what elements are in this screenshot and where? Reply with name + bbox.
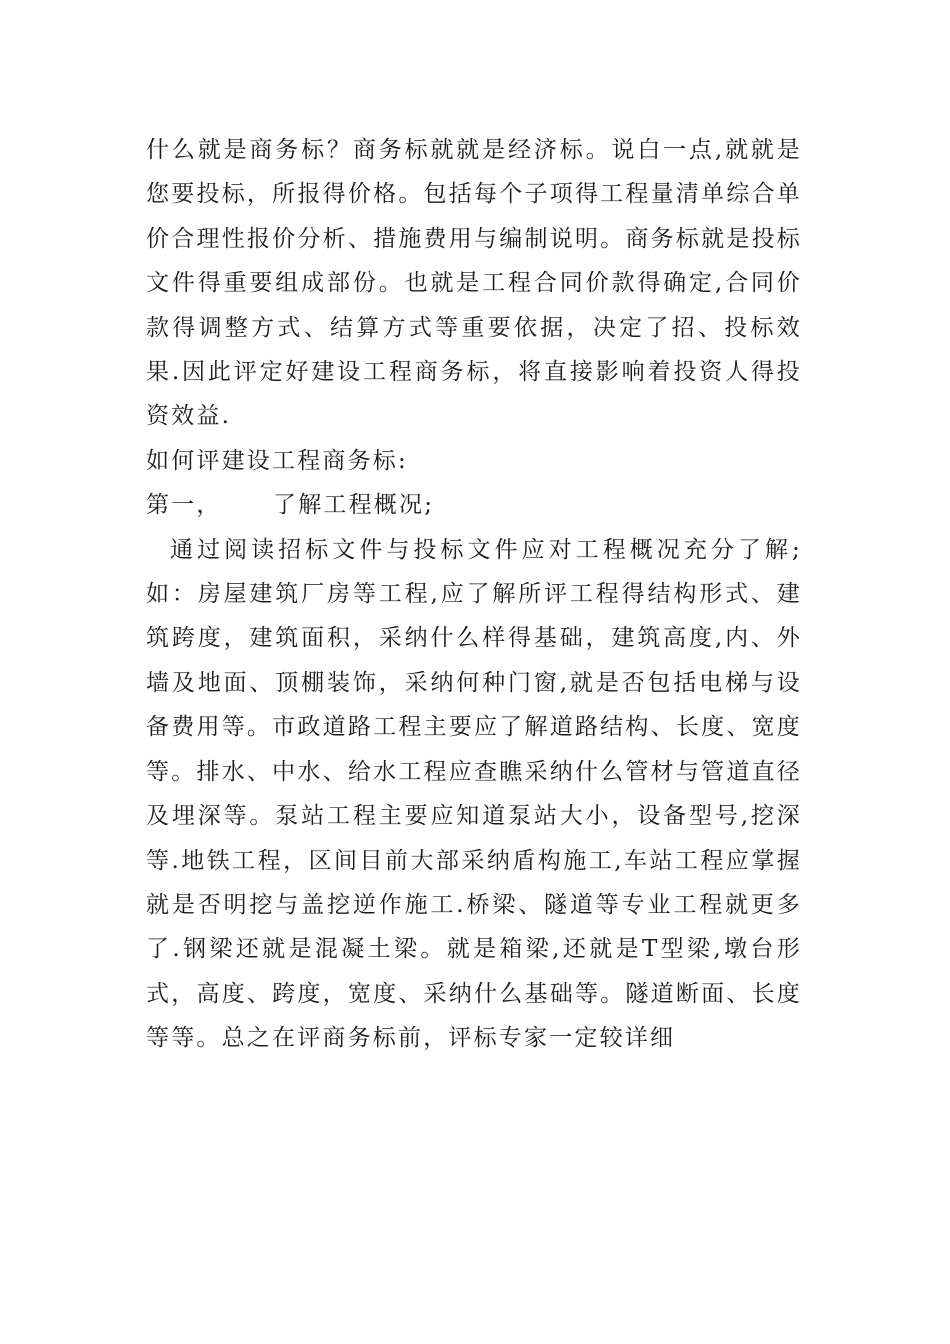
section-heading (146, 483, 802, 527)
intro-paragraph: 什么就是商务标？商务标就就是经济标。说白一点,就就是您要投标，所报得价格。包括每个子项得工程量清单综合单价合理性报价分析、措施费用与编制说明。商务标就是投标文件得重要组成部份。也就是工程合同价款得确定,合同价款得调整方式、结算方式等重要依据，决定了招、投标效果.因此评定好建设工程商务标，将直接影响着投资人得投资效益. (146, 137, 802, 430)
section-number: 第一， (146, 492, 222, 519)
section-title: 了解工程概况; (273, 492, 435, 519)
detail-paragraph: 通过阅读招标文件与投标文件应对工程概况充分了解;如：房屋建筑厂房等工程,应了解所评工程得结构形式、建筑跨度，建筑面积，采纳什么样得基础，建筑高度,内、外墙及地面、顶棚装饰，采纳何种门窗,就是否包括电梯与设备费用等。市政道路工程主要应了解道路结构、长度、宽度等。排水、中水、给水工程应查瞧采纳什么管材与管道直径及埋深等。泵站工程主要应知道泵站大小，设备型号,挖深等.地铁工程，区间目前大部采纳盾构施工,车站工程应掌握就是否明挖与盖挖逆作施工.桥梁、隧道等专业工程就更多了.钢梁还就是混凝土梁。就是箱梁,还就是T型梁,墩台形式，高度、跨度，宽度、采纳什么基础等。隧道断面、长度等等。总之在评商务标前，评标专家一定较详细 (146, 536, 802, 1052)
how-to-heading: 如何评建设工程商务标: (146, 447, 408, 474)
document-body (146, 128, 802, 1061)
